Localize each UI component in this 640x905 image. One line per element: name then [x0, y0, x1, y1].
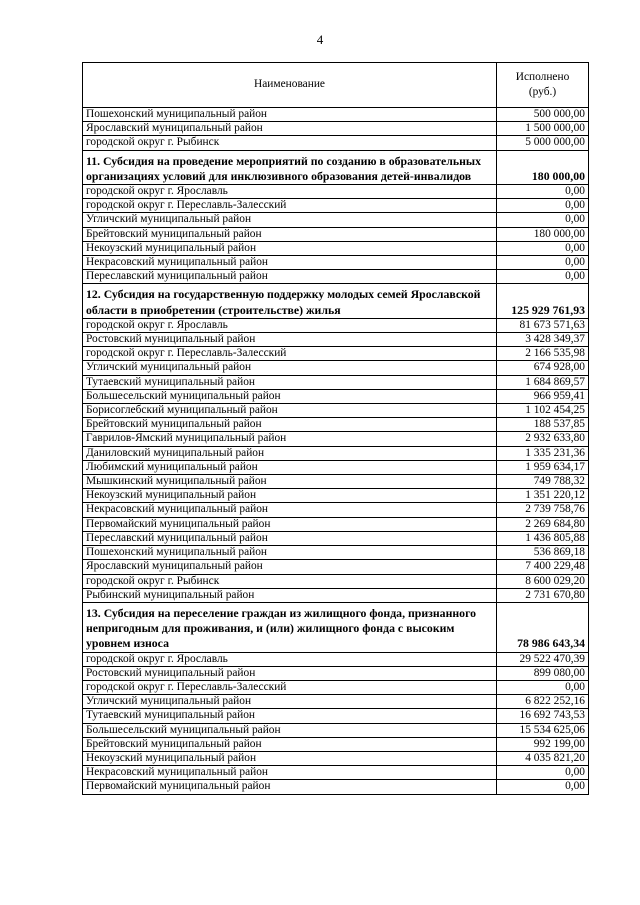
table-row: [83, 136, 589, 150]
table-row: [83, 460, 589, 474]
executed-amount: 81 673 571,63: [497, 318, 589, 332]
table-row: [83, 122, 589, 136]
table-body: [83, 108, 589, 795]
table-row: [83, 446, 589, 460]
section-header-row: [83, 602, 589, 652]
column-header-amount-line1: Исполнено: [515, 71, 570, 83]
column-header-amount: [497, 63, 589, 108]
table-row: [83, 318, 589, 332]
table-row: [83, 517, 589, 531]
table-row: [83, 766, 589, 780]
municipality-name: Ярославский муниципальный район: [83, 122, 497, 136]
municipality-name: Ростовский муниципальный район: [83, 333, 497, 347]
municipality-name: Даниловский муниципальный район: [83, 446, 497, 460]
section-header-row: [83, 284, 589, 318]
municipality-name: Брейтовский муниципальный район: [83, 737, 497, 751]
table-row: [83, 432, 589, 446]
executed-amount: 0,00: [497, 256, 589, 270]
municipality-name: Тутаевский муниципальный район: [83, 375, 497, 389]
municipality-name: Угличский муниципальный район: [83, 361, 497, 375]
municipality-name: городской округ г. Рыбинск: [83, 136, 497, 150]
table-row: [83, 574, 589, 588]
executed-amount: 500 000,00: [497, 108, 589, 122]
municipality-name: Любимский муниципальный район: [83, 460, 497, 474]
municipality-name: Некрасовский муниципальный район: [83, 503, 497, 517]
table-row: [83, 709, 589, 723]
executed-amount: 4 035 821,20: [497, 751, 589, 765]
municipality-name: городской округ г. Ярославль: [83, 185, 497, 199]
table-row: [83, 737, 589, 751]
column-header-amount-line2: (руб.): [528, 86, 557, 98]
executed-amount: 2 166 535,98: [497, 347, 589, 361]
section-total: 78 986 643,34: [497, 602, 589, 652]
budget-table: [82, 62, 589, 795]
municipality-name: Первомайский муниципальный район: [83, 517, 497, 531]
municipality-name: Некрасовский муниципальный район: [83, 766, 497, 780]
table-row: [83, 546, 589, 560]
executed-amount: 5 000 000,00: [497, 136, 589, 150]
section-title: 13. Субсидия на переселение граждан из жилищного фонда, признанного непригодным для проживания, и (или) жилищного фонда с высоким уровнем износа: [83, 602, 497, 652]
municipality-name: Угличский муниципальный район: [83, 213, 497, 227]
municipality-name: Борисоглебский муниципальный район: [83, 404, 497, 418]
section-total: 125 929 761,93: [497, 284, 589, 318]
executed-amount: 29 522 470,39: [497, 652, 589, 666]
executed-amount: 0,00: [497, 199, 589, 213]
table-row: [83, 723, 589, 737]
table-row: [83, 560, 589, 574]
table-row: [83, 780, 589, 794]
table-row: [83, 108, 589, 122]
table-row: [83, 361, 589, 375]
executed-amount: 1 500 000,00: [497, 122, 589, 136]
executed-amount: 536 869,18: [497, 546, 589, 560]
executed-amount: 0,00: [497, 241, 589, 255]
table-row: [83, 503, 589, 517]
executed-amount: 749 788,32: [497, 475, 589, 489]
municipality-name: городской округ г. Переславль-Залесский: [83, 347, 497, 361]
executed-amount: 1 684 869,57: [497, 375, 589, 389]
table-row: [83, 680, 589, 694]
executed-amount: 0,00: [497, 780, 589, 794]
column-header-name: Наименование: [83, 63, 497, 108]
table-row: [83, 227, 589, 241]
municipality-name: Брейтовский муниципальный район: [83, 418, 497, 432]
municipality-name: Гаврилов-Ямский муниципальный район: [83, 432, 497, 446]
municipality-name: городской округ г. Ярославль: [83, 652, 497, 666]
executed-amount: 1 102 454,25: [497, 404, 589, 418]
executed-amount: 15 534 625,06: [497, 723, 589, 737]
table-row: [83, 652, 589, 666]
table-row: [83, 666, 589, 680]
table-row: [83, 531, 589, 545]
table-row: [83, 404, 589, 418]
table-row: [83, 489, 589, 503]
municipality-name: Первомайский муниципальный район: [83, 780, 497, 794]
executed-amount: 188 537,85: [497, 418, 589, 432]
table-row: [83, 389, 589, 403]
executed-amount: 0,00: [497, 680, 589, 694]
table-row: [83, 588, 589, 602]
executed-amount: 0,00: [497, 270, 589, 284]
municipality-name: городской округ г. Рыбинск: [83, 574, 497, 588]
municipality-name: Пошехонский муниципальный район: [83, 546, 497, 560]
table-row: [83, 751, 589, 765]
executed-amount: 966 959,41: [497, 389, 589, 403]
municipality-name: Некоузский муниципальный район: [83, 489, 497, 503]
municipality-name: Тутаевский муниципальный район: [83, 709, 497, 723]
section-header-row: [83, 150, 589, 184]
municipality-name: городской округ г. Переславль-Залесский: [83, 680, 497, 694]
municipality-name: городской округ г. Переславль-Залесский: [83, 199, 497, 213]
executed-amount: 2 932 633,80: [497, 432, 589, 446]
executed-amount: 0,00: [497, 185, 589, 199]
municipality-name: Брейтовский муниципальный район: [83, 227, 497, 241]
executed-amount: 899 080,00: [497, 666, 589, 680]
executed-amount: 1 959 634,17: [497, 460, 589, 474]
executed-amount: 6 822 252,16: [497, 695, 589, 709]
municipality-name: городской округ г. Ярославль: [83, 318, 497, 332]
table-row: [83, 213, 589, 227]
executed-amount: 16 692 743,53: [497, 709, 589, 723]
executed-amount: 7 400 229,48: [497, 560, 589, 574]
table-row: [83, 270, 589, 284]
executed-amount: 992 199,00: [497, 737, 589, 751]
table-row: [83, 241, 589, 255]
table-row: [83, 475, 589, 489]
table-row: [83, 256, 589, 270]
section-total: 180 000,00: [497, 150, 589, 184]
table-row: [83, 333, 589, 347]
municipality-name: Некоузский муниципальный район: [83, 241, 497, 255]
executed-amount: 1 436 805,88: [497, 531, 589, 545]
municipality-name: Переславский муниципальный район: [83, 270, 497, 284]
executed-amount: 1 335 231,36: [497, 446, 589, 460]
table-row: [83, 695, 589, 709]
section-title: 11. Субсидия на проведение мероприятий по созданию в образовательных организациях условий для инклюзивного образования детей-инвалидов: [83, 150, 497, 184]
executed-amount: 180 000,00: [497, 227, 589, 241]
table-header-row: [83, 63, 589, 108]
municipality-name: Рыбинский муниципальный район: [83, 588, 497, 602]
executed-amount: 2 739 758,76: [497, 503, 589, 517]
municipality-name: Ярославский муниципальный район: [83, 560, 497, 574]
executed-amount: 3 428 349,37: [497, 333, 589, 347]
executed-amount: 674 928,00: [497, 361, 589, 375]
municipality-name: Большесельский муниципальный район: [83, 389, 497, 403]
municipality-name: Переславский муниципальный район: [83, 531, 497, 545]
section-title: 12. Субсидия на государственную поддержку молодых семей Ярославской области в приобретении (строительстве) жилья: [83, 284, 497, 318]
municipality-name: Большесельский муниципальный район: [83, 723, 497, 737]
table-row: [83, 347, 589, 361]
executed-amount: 0,00: [497, 766, 589, 780]
executed-amount: 2 731 670,80: [497, 588, 589, 602]
executed-amount: 1 351 220,12: [497, 489, 589, 503]
municipality-name: Некоузский муниципальный район: [83, 751, 497, 765]
table-row: [83, 418, 589, 432]
municipality-name: Ростовский муниципальный район: [83, 666, 497, 680]
executed-amount: 2 269 684,80: [497, 517, 589, 531]
table-row: [83, 199, 589, 213]
table-row: [83, 185, 589, 199]
municipality-name: Мышкинский муниципальный район: [83, 475, 497, 489]
executed-amount: 0,00: [497, 213, 589, 227]
executed-amount: 8 600 029,20: [497, 574, 589, 588]
municipality-name: Угличский муниципальный район: [83, 695, 497, 709]
municipality-name: Некрасовский муниципальный район: [83, 256, 497, 270]
table-row: [83, 375, 589, 389]
page-number: 4: [316, 32, 324, 47]
municipality-name: Пошехонский муниципальный район: [83, 108, 497, 122]
